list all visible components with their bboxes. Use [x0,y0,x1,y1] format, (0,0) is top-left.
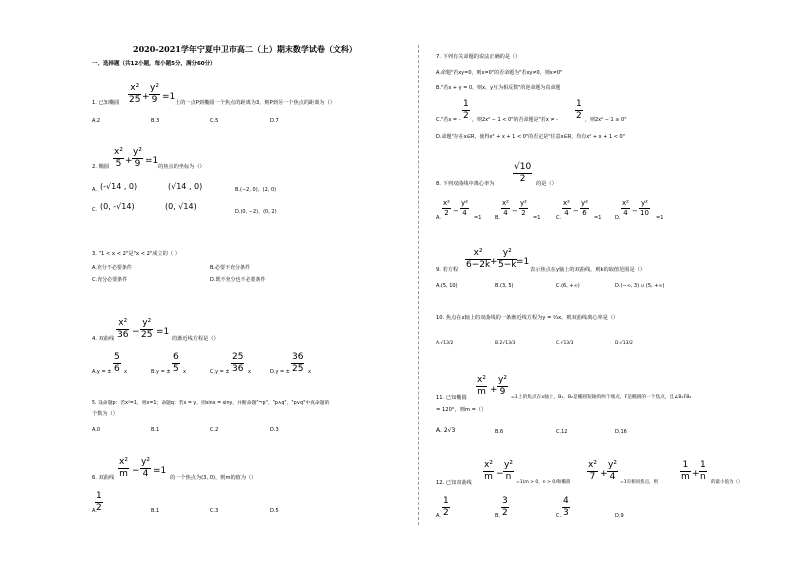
option-b[interactable]: B.1 [151,427,160,433]
option-d[interactable]: D.√13/2 [615,341,633,346]
option-c[interactable]: C. [92,207,98,213]
option-c[interactable]: C.5 [210,118,219,124]
option-c[interactable]: C.充分必要条件 [92,277,128,283]
option-b[interactable]: B.1 [151,508,160,514]
fraction: y² n [504,460,513,482]
option-a[interactable]: A. 2√3 [436,427,456,434]
fraction: x² m [484,460,493,482]
option-a[interactable]: A.2 [92,118,101,124]
fraction: y² 25 [141,318,153,340]
option-a[interactable]: A.0 [92,427,101,433]
fraction: 1 n [700,460,706,482]
fraction: x² 25 [129,83,141,105]
option-a[interactable]: A.充分不必要条件 [92,265,132,271]
option-d[interactable]: D.(0, −2)，(0, 2) [235,209,277,215]
fraction: y² 9 [498,375,507,397]
option-c[interactable]: C.√13/3 [556,341,574,346]
option-b[interactable]: B.(3, 5) [495,283,514,289]
option-d[interactable]: D.7 [270,118,279,124]
fraction: x² 6−2k [466,248,491,270]
fraction: 1 m [681,460,690,482]
option-c[interactable]: C.(6, +∞) [556,283,580,289]
fraction: y² 9 [150,83,159,105]
option-b[interactable]: B.6 [495,429,504,435]
section-heading: 一、选择题（共12小题，每小题5分，满分60分） [92,61,216,67]
option-d[interactable]: D.命题"存在x∈R，使得x² + x + 1 < 0"的否定是"任意x∈R，均有x² + x + 1 < 0" [436,134,625,140]
option-a[interactable]: A. [92,187,97,193]
option-d[interactable]: D.3 [270,427,279,433]
fraction: x² 7 [588,460,597,482]
option-b[interactable]: B.(−2, 0)，(2, 0) [235,187,277,193]
exam-title: 2020-2021学年宁夏中卫市高二（上）期末数学试卷（文科） [133,44,357,54]
fraction: y² 4 [141,457,150,479]
option-b[interactable]: B.必要不充分条件 [210,265,251,271]
option-b[interactable]: B.3 [151,118,160,124]
option-d[interactable]: D.5 [270,508,279,514]
fraction: y² 9 [133,147,142,169]
option-b[interactable]: B."若x + y = 0，则x，y互为相反数"的逆命题为真命题 [436,85,561,91]
option-c[interactable]: C.3 [210,508,219,514]
option-a[interactable]: A.命题"若xy=0，则x=0"的否命题为"若xy≠0，则x≠0" [436,70,563,76]
option-b[interactable]: B.2√13/3 [495,341,516,346]
fraction: x² m [119,457,128,479]
column-divider [418,45,419,525]
option-a[interactable]: A.√13/2 [436,341,454,346]
option-d[interactable]: D.16 [615,429,627,435]
exam-page: 2020-2021学年宁夏中卫市高二（上）期末数学试卷（文科） 一、选择题（共12小题，每小题5分，满分60分） 1. 已知椭圆 x² 25 + y² 9 =1 上的一点P到椭圆一个焦点的距离为3，则P到另一个焦点的距离为（） A.2 B.3 C.5 D.7 2. 椭圆 x² 5 + y² 9 =1 的焦点的坐标为（） A. (-√14 , 0) (√14 , 0) B.(−2, 0)，(2, 0) C. (0, -√14) (0, √14) D.(0, −2)，(0, 2) 3. "1 < x < 2"是"x < 2"成立的（ ） A.充分不必要条件 B.必要不充分条件 C.充分必要条件 D.既不充分也不必要条件 4. 双曲线 x² 36 − y² 25 =1 的渐近线方程是（） A.y = ± 5 6 x B.y = ± 6 5 x C.y = ± 25 36 x D.y = ± 36 25 x 5. 设命题p：若x²=1，则x=1；命题q：若x = y，则sinx = siny，并断命题"¬p"、"p∧q"、"p∨q"中真命题的 个数为（） A.0 B.1 C.2 D.3 6. 双曲线 x² m − y² 4 =1 的一个焦点为(3, 0)，则m的值为（） A. 1 2 B.1 C.3 D.5 7. 下列有关命题的说法正确的是（） A.命题"若xy=0，则x=0"的否命题为"若xy≠0，则x≠0" B."若x + y = 0，则x，y互为相反数"的逆命题为真命题 C."若x = - 1 2 ，则2x² − 1 < 0"的否命题是"若x ≠ - 1 2 ，则2x² − 1 ≥ 0" D.命题"存在x∈R，使得x² + x + 1 < 0"的否定是"任意x∈R，均有x² + x + 1 < 0" 8. 下列双曲线中离心率为 √10 2 的是（） A. x² 2 − y² 4 =1 B. x² 4 − y² 2 =1 C. x² 4 − y² 6 =1 D. x² 4 − y² 10 =1 9. 若方程 x² 6−2k + y² 5−k =1 表示焦点在y轴上的双曲线，则k的取值范围是（） A.(5, 10) B.(3, 5) C.(6, +∞) D.(−∞, 3) ∪ (5, +∞) 10. 焦点在x轴上的双曲线的一条渐近线方程为y = ⅔x，则双曲线离心率是（） A.√13/2 B.2√13/3 C.√13/3 D.√13/2 11. 已知椭圆 x² m + y² 9 =1上的焦点在x轴上，B₁，B₂是椭圆短轴的两个端点，F是椭圆的一个焦点，且∠B₁FB₂ = 120°，则m =（） A. 2√3 B.6 C.12 D.16 12. 已知双曲线 x² m − y² n =1(m > 0，n > 0)和椭圆 x² 7 + y² 4 =1有相同焦点，则 1 m + 1 n 的最小值为（） A. 1 2 B. 3 2 C. 4 3 D.9 [0,0,794,562]
fraction: x² 5 [114,147,123,169]
option-d[interactable]: D.9 [615,513,624,519]
fraction: y² 4 [608,460,617,482]
option-d[interactable]: D.(−∞, 3) ∪ (5, +∞) [615,283,665,289]
option-c[interactable]: C.12 [556,429,568,435]
fraction: x² m [477,375,486,397]
fraction: x² 36 [117,318,129,340]
option-a[interactable]: A.(5, 10) [436,283,458,289]
option-d[interactable]: D.既不充分也不必要条件 [210,277,266,283]
fraction: y² 5−k [498,248,517,270]
fraction: √10 2 [514,162,532,184]
option-c[interactable]: C.2 [210,427,219,433]
